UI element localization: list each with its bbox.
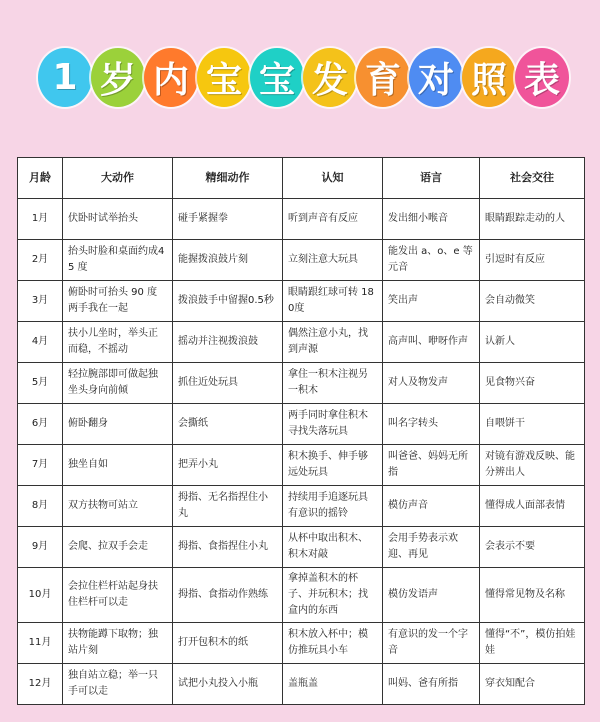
cell-social: 认新人 bbox=[480, 322, 585, 363]
header-age: 月龄 bbox=[18, 158, 63, 199]
cell-age: 10月 bbox=[18, 568, 63, 623]
cell-cognition: 立刻注意大玩具 bbox=[283, 240, 383, 281]
table-row bbox=[18, 568, 585, 623]
cell-gross-motor: 俯卧翻身 bbox=[63, 404, 173, 445]
cell-cognition: 眼睛跟红球可转 180度 bbox=[283, 281, 383, 322]
title-char: 育 bbox=[356, 48, 410, 107]
header-social: 社会交往 bbox=[480, 158, 585, 199]
table-row bbox=[18, 281, 585, 322]
cell-gross-motor: 独自站立稳；举一只手可以走 bbox=[63, 664, 173, 705]
cell-gross-motor: 会拉住栏杆站起身扶住栏杆可以走 bbox=[63, 568, 173, 623]
cell-gross-motor: 双方扶物可站立 bbox=[63, 486, 173, 527]
cell-language: 笑出声 bbox=[383, 281, 480, 322]
cell-social: 眼睛跟踪走动的人 bbox=[480, 199, 585, 240]
table-row bbox=[18, 527, 585, 568]
cell-cognition: 听到声音有反应 bbox=[283, 199, 383, 240]
cell-age: 12月 bbox=[18, 664, 63, 705]
cell-social: 引逗时有反应 bbox=[480, 240, 585, 281]
cell-age: 7月 bbox=[18, 445, 63, 486]
table-row bbox=[18, 240, 585, 281]
cell-language: 有意识的发一个字音 bbox=[383, 623, 480, 664]
table-row bbox=[18, 404, 585, 445]
cell-gross-motor: 抬头时脸和桌面约成45 度 bbox=[63, 240, 173, 281]
cell-cognition: 积木放入杯中；模仿推玩具小车 bbox=[283, 623, 383, 664]
table-row bbox=[18, 363, 585, 404]
header-language: 语言 bbox=[383, 158, 480, 199]
page-title bbox=[38, 48, 568, 110]
cell-age: 2月 bbox=[18, 240, 63, 281]
cell-cognition: 拿住一积木注视另一积木 bbox=[283, 363, 383, 404]
cell-gross-motor: 伏卧时试举抬头 bbox=[63, 199, 173, 240]
cell-language: 发出细小喉音 bbox=[383, 199, 480, 240]
cell-social: 见食物兴奋 bbox=[480, 363, 585, 404]
cell-language: 对人及物发声 bbox=[383, 363, 480, 404]
cell-age: 1月 bbox=[18, 199, 63, 240]
cell-age: 5月 bbox=[18, 363, 63, 404]
cell-gross-motor: 扶物能蹲下取物；独站片刻 bbox=[63, 623, 173, 664]
cell-fine-motor: 碰手紧握拳 bbox=[173, 199, 283, 240]
table-row bbox=[18, 486, 585, 527]
cell-cognition: 拿掉盖积木的杯子、并玩积木；找盒内的东西 bbox=[283, 568, 383, 623]
title-char: 内 bbox=[144, 48, 198, 107]
cell-fine-motor: 试把小丸投入小瓶 bbox=[173, 664, 283, 705]
cell-language: 模仿发语声 bbox=[383, 568, 480, 623]
header-cognition: 认知 bbox=[283, 158, 383, 199]
header-fine-motor: 精细动作 bbox=[173, 158, 283, 199]
cell-cognition: 两手同时拿住积木寻找失落玩具 bbox=[283, 404, 383, 445]
cell-language: 高声叫、咿呀作声 bbox=[383, 322, 480, 363]
table-row bbox=[18, 623, 585, 664]
title-char: 宝 bbox=[250, 48, 304, 107]
cell-cognition: 偶然注意小丸，找到声源 bbox=[283, 322, 383, 363]
cell-fine-motor: 拇指、食指捏住小丸 bbox=[173, 527, 283, 568]
cell-gross-motor: 会爬、拉双手会走 bbox=[63, 527, 173, 568]
title-char: 表 bbox=[515, 48, 569, 107]
table-header-row bbox=[18, 158, 585, 199]
table-row bbox=[18, 199, 585, 240]
cell-age: 3月 bbox=[18, 281, 63, 322]
cell-age: 6月 bbox=[18, 404, 63, 445]
cell-fine-motor: 会撕纸 bbox=[173, 404, 283, 445]
cell-social: 自喂饼干 bbox=[480, 404, 585, 445]
cell-social: 懂得常见物及名称 bbox=[480, 568, 585, 623]
cell-language: 会用手势表示欢迎、再见 bbox=[383, 527, 480, 568]
cell-fine-motor: 能握拨浪鼓片刻 bbox=[173, 240, 283, 281]
cell-social: 会自动微笑 bbox=[480, 281, 585, 322]
cell-cognition: 持续用手追逐玩具有意识的摇铃 bbox=[283, 486, 383, 527]
cell-age: 9月 bbox=[18, 527, 63, 568]
cell-age: 4月 bbox=[18, 322, 63, 363]
cell-cognition: 盖瓶盖 bbox=[283, 664, 383, 705]
cell-age: 8月 bbox=[18, 486, 63, 527]
development-table bbox=[17, 157, 584, 705]
cell-social: 懂得成人面部表情 bbox=[480, 486, 585, 527]
cell-social: 会表示不要 bbox=[480, 527, 585, 568]
cell-gross-motor: 俯卧时可抬头 90 度两手我在一起 bbox=[63, 281, 173, 322]
title-char: 发 bbox=[303, 48, 357, 107]
cell-language: 能发出 a、o、e 等元音 bbox=[383, 240, 480, 281]
table-row bbox=[18, 322, 585, 363]
cell-fine-motor: 拇指、无名指捏住小丸 bbox=[173, 486, 283, 527]
title-char: 岁 bbox=[91, 48, 145, 107]
cell-social: 对镜有游戏反映、能分辨出人 bbox=[480, 445, 585, 486]
cell-language: 叫妈、爸有所指 bbox=[383, 664, 480, 705]
cell-fine-motor: 抓住近处玩具 bbox=[173, 363, 283, 404]
cell-fine-motor: 打开包积木的纸 bbox=[173, 623, 283, 664]
cell-fine-motor: 拨浪鼓手中留握0.5秒 bbox=[173, 281, 283, 322]
table-row bbox=[18, 664, 585, 705]
title-char: 对 bbox=[409, 48, 463, 107]
cell-language: 叫爸爸、妈妈无所指 bbox=[383, 445, 480, 486]
cell-fine-motor: 拇指、食指动作熟练 bbox=[173, 568, 283, 623]
cell-language: 叫名字转头 bbox=[383, 404, 480, 445]
table-row bbox=[18, 445, 585, 486]
header-gross-motor: 大动作 bbox=[63, 158, 173, 199]
cell-gross-motor: 扶小儿坐时，举头正而稳，不摇动 bbox=[63, 322, 173, 363]
cell-social: 懂得“不”，模仿拍娃娃 bbox=[480, 623, 585, 664]
cell-gross-motor: 独坐自如 bbox=[63, 445, 173, 486]
cell-cognition: 积木换手、伸手够远处玩具 bbox=[283, 445, 383, 486]
cell-cognition: 从杯中取出积木、积木对敲 bbox=[283, 527, 383, 568]
cell-fine-motor: 把弄小丸 bbox=[173, 445, 283, 486]
cell-fine-motor: 摇动并注视拨浪鼓 bbox=[173, 322, 283, 363]
title-char: 宝 bbox=[197, 48, 251, 107]
cell-social: 穿衣知配合 bbox=[480, 664, 585, 705]
cell-language: 模仿声音 bbox=[383, 486, 480, 527]
cell-age: 11月 bbox=[18, 623, 63, 664]
cell-gross-motor: 轻拉腕部即可做起独坐头身向前倾 bbox=[63, 363, 173, 404]
title-char: 照 bbox=[462, 48, 516, 107]
title-char: 1 bbox=[38, 48, 92, 107]
